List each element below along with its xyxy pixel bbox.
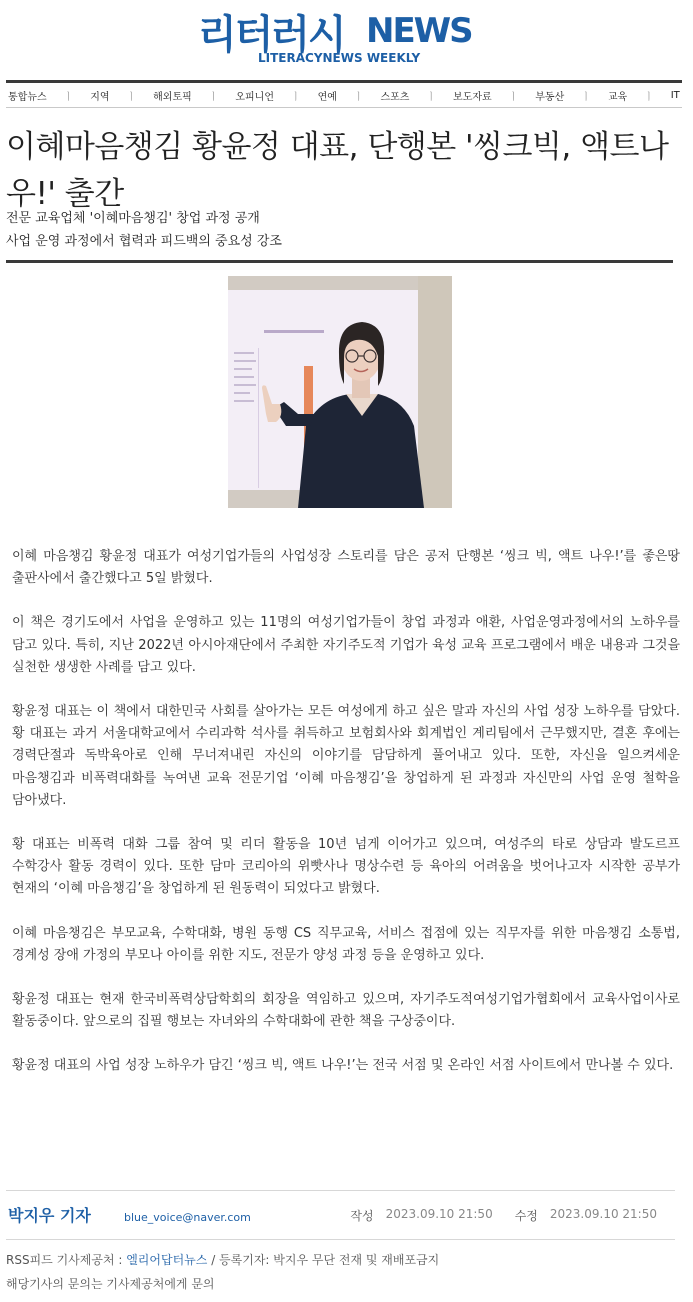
- article-dates: [350, 1207, 657, 1224]
- created-date: 2023.09.10 21:50: [385, 1207, 493, 1221]
- rss-source-link[interactable]: 엘리어답터뉴스: [126, 1253, 208, 1267]
- byline: [6, 1203, 675, 1229]
- site-logo[interactable]: [198, 4, 498, 64]
- nav-separator: ㅣ: [290, 91, 301, 103]
- modified-label: 수정: [514, 1209, 538, 1223]
- nav-separator: ㅣ: [426, 91, 437, 103]
- nav-separator: ㅣ: [508, 91, 519, 103]
- article-subtitle-1: 전문 교육업체 '이혜마음챙김' 창업 과정 공개: [6, 211, 260, 226]
- nav-item[interactable]: 연예: [317, 91, 337, 103]
- article-paragraph: 황윤정 대표는 이 책에서 대한민국 사회를 살아가는 모든 여성에게 하고 싶은 말과 자신의 사업 성장 노하우를 담았다. 황 대표는 과거 서울대학교에서 수리과학 석사를 취득하고 보험회사와 회계법인 계리팀에서 근무했지만, 결혼 후에는 경력단절과 독박육아로 인해 무너져내린 자신의 이야기를 담담하게 풀어내고 있다. 또한, 자신을 일으켜세운 마음챙김과 비폭력대화를 녹여낸 교육 전문기업 ‘이혜 마음챙김’을 창업하게 된 과정과 자신만의 사업 운영 철학을 담아냈다.: [12, 704, 680, 808]
- logo-main-text: 리터러시: [198, 12, 345, 58]
- nav-item[interactable]: IT: [670, 89, 680, 101]
- nav-item[interactable]: 통합뉴스: [8, 91, 47, 103]
- logo-sub-text: LITERACYNEWS WEEKLY: [258, 51, 421, 64]
- created-label: 작성: [350, 1209, 374, 1223]
- reporter-name[interactable]: 박지우 기자: [8, 1206, 91, 1225]
- byline-divider-top: [6, 1190, 675, 1191]
- nav-separator: ㅣ: [208, 91, 219, 103]
- nav-separator: ㅣ: [126, 91, 137, 103]
- logo-news-text: NEWS: [366, 11, 472, 51]
- photo-illustration: [228, 276, 452, 508]
- article-paragraph: 황 대표는 비폭력 대화 그룹 참여 및 리더 활동을 10년 넘게 이어가고 있으며, 여성주의 타로 상담과 발도르프 수학강사 활동 경력이 있다. 또한 담마 코리아의 위빳사나 명상수련 등 육아의 어려움을 벗어나고자 시작한 공부가 현재의 ‘이혜 마음챙김’을 창업하게 된 원동력이 되었다고 밝혔다.: [12, 837, 680, 897]
- nav-item[interactable]: 교육: [607, 91, 628, 103]
- article-paragraph: 이혜 마음챙김은 부모교육, 수학대화, 병원 동행 CS 직무교육, 서비스 접점에 있는 직무자를 위한 마음챙김 소통법, 경계성 장애 가정의 부모나 아이를 위한 지도, 전문가 양성 과정 등을 운영하고 있다.: [12, 925, 680, 963]
- logo-graphic: [198, 4, 498, 64]
- title-divider: [6, 260, 673, 263]
- masthead: [0, 0, 693, 78]
- byline-divider-bottom: [6, 1239, 675, 1240]
- nav-item[interactable]: 지역: [90, 91, 110, 103]
- article-paragraph: 황윤정 대표는 현재 한국비폭력상담학회의 회장을 역임하고 있으며, 자기주도적여성기업가협회에서 교육사업이사로 활동중이다. 앞으로의 집필 행보는 자녀와의 수학대화에 관한 책을 구상중이다.: [12, 992, 680, 1030]
- reporter-email[interactable]: blue_voice@naver.com: [124, 1211, 251, 1224]
- nav-item[interactable]: 해외토픽: [153, 91, 192, 103]
- article-photo: [228, 276, 452, 508]
- rss-suffix: / 등록기자: 박지우 무단 전재 및 재배포금지: [207, 1253, 440, 1267]
- article-subtitle-2: 사업 운영 과정에서 협력과 피드백의 중요성 강조: [6, 234, 282, 249]
- article-paragraph: 황윤정 대표의 사업 성장 노하우가 담긴 ‘씽크 빅, 액트 나우!’는 전국 서점 및 온라인 서점 사이트에서 만나볼 수 있다.: [12, 1058, 674, 1074]
- article-body: [12, 546, 680, 1100]
- rss-prefix: RSS피드 기사제공처 :: [6, 1253, 127, 1267]
- nav-separator: ㅣ: [63, 91, 74, 103]
- modified-date: 2023.09.10 21:50: [549, 1207, 657, 1221]
- nav-item[interactable]: 부동산: [535, 91, 565, 103]
- nav-separator: ㅣ: [353, 91, 364, 103]
- nav-separator: ㅣ: [581, 91, 591, 103]
- nav-item[interactable]: 스포츠: [380, 91, 410, 103]
- article-paragraph: 이혜 마음챙김 황윤정 대표가 여성기업가들의 사업성장 스토리를 담은 공저 단행본 ‘씽크 빅, 액트 나우!’를 좋은땅 출판사에서 출간했다고 5일 밝혔다.: [12, 549, 680, 587]
- rss-source-line: [6, 1251, 439, 1268]
- article-title: 이혜마음챙김 황윤정 대표, 단행본 '씽크빅, 액트나우!' 출간: [6, 129, 669, 212]
- main-nav: [6, 80, 682, 108]
- article-paragraph: 이 책은 경기도에서 사업을 운영하고 있는 11명의 여성기업가들이 창업 과정과 애환, 사업운영과정에서의 노하우를 담고 있다. 특히, 지난 2022년 아시아재단에서 주최한 자기주도적 기업가 육성 교육 프로그램에서 배운 내용과 그것을 실천한 생생한 사례를 담고 있다.: [12, 615, 680, 675]
- nav-separator: ㅣ: [644, 91, 654, 103]
- inquiry-note: 해당기사의 문의는 기사제공처에게 문의: [6, 1277, 215, 1291]
- nav-item[interactable]: 보도자료: [453, 91, 492, 103]
- nav-item[interactable]: 오피니언: [235, 91, 274, 103]
